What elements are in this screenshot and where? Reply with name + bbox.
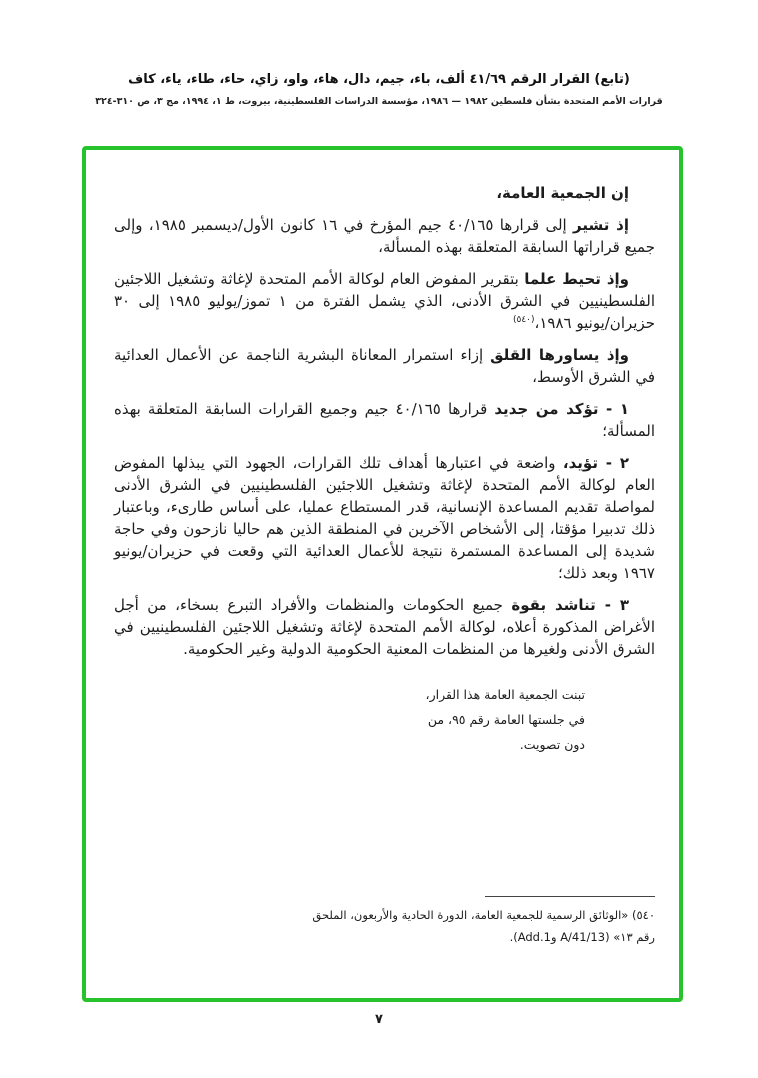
footnote-ref: (٥٤٠) [512,315,535,325]
paragraph-lead: ٣ - تناشد بقوة [511,596,630,614]
header-source-citation: قرارات الأمم المتحدة بشأن فلسطين ١٩٨٢ — ١٩٨٦، مؤسسة الدراسات الفلسطينية، بيروت، ط ١، ١٩٩٤، مج ٣، ص ٣١٠-٣٢٤ [95,96,663,107]
footnote-area [114,896,655,948]
footnote-line: رقم ١٣» (A/41/13 وAdd.1). [509,930,655,944]
footnote-line: ٥٤٠) «الوثائق الرسمية للجمعية العامة، الدورة الحادية والأربعون، الملحق [312,908,655,922]
resolution-body [86,150,679,998]
paragraph-lead: ١ - تؤكد من جديد [494,400,629,418]
paragraph-text: إزاء استمرار المعاناة البشرية الناجمة عن الأعمال العدائية في الشرق الأوسط، [114,346,655,386]
paragraph-text: جميع الحكومات والمنظمات والأفراد التبرع بسخاء، من أجل الأغراض المذكورة أعلاه، لوكالة الأمم المتحدة لإغاثة وتشغيل اللاجئين الفلسطينيين في الشرق الأدنى ولغيرها من المنظمات المعنية الحكومية الدولية وغير الحكومية. [114,596,655,658]
adoption-note-line: دون تصويت. [519,737,585,752]
highlight-box [82,146,683,1002]
footnote-separator [485,896,655,897]
paragraph-text: بتقرير المفوض العام لوكالة الأمم المتحدة لإغاثة وتشغيل اللاجئين الفلسطينيين في الشرق الأدنى، الذي يشمل الفترة من ١ تموز/يوليو ١٩٨٥ إلى ٣٠ حزيران/يونيو ١٩٨٦، [114,270,655,332]
paragraph-text: قرارها ٤٠/١٦٥ جيم وجميع القرارات السابقة المتعلقة بهذه المسألة؛ [114,400,655,440]
header-title: (تابع) القرار الرقم ٤١/٦٩ ألف، باء، جيم، دال، هاء، واو، زاي، حاء، طاء، ياء، كاف [128,72,630,87]
paragraph-recalling [114,214,655,258]
adoption-note-line: تبنت الجمعية العامة هذا القرار، [425,687,585,702]
paragraph-text: إلى قرارها ٤٠/١٦٥ جيم المؤرخ في ١٦ كانون الأول/ديسمبر ١٩٨٥، وإلى جميع قراراتها السابقة المتعلقة بهذه المسألة، [114,216,655,256]
paragraph-operative-3 [114,594,655,660]
paragraph-lead: إن الجمعية العامة، [496,184,629,202]
page-header [0,72,758,107]
paragraph-operative-1 [114,398,655,442]
paragraph-lead: وإذ تحيط علما [524,270,630,288]
adoption-note-line: في جلستها العامة رقم ٩٥، من [427,712,585,727]
paragraph-lead: ٢ - تؤيد، [562,454,629,472]
paragraph-taking-note [114,268,655,334]
paragraph-preamble-opening [114,182,655,204]
paragraph-lead: وإذ يساورها القلق [490,346,630,364]
adoption-note [114,682,585,757]
paragraph-operative-2 [114,452,655,584]
page-number: ٧ [375,1012,383,1027]
paragraph-lead: إذ تشير [573,216,629,234]
paragraph-text: واضعة في اعتبارها أهداف تلك القرارات، الجهود التي يبذلها المفوض العام لوكالة الأمم المتحدة لإغاثة وتشغيل اللاجئين الفلسطينيين في الشرق الأدنى لمواصلة تقديم المساعدة الإنسانية، قدر المستطاع عمليا، على أساس طارىء، وباعتبار ذلك تدبيرا مؤقتا، إلى الأشخاص الآخرين في المنطقة الذين هم حاليا نازحون وفي حاجة شديدة إلى المساعدة المستمرة نتيجة للأعمال العدائية التي وقعت في حزيران/يونيو ١٩٦٧ وبعد ذلك؛ [114,454,655,582]
paragraph-concerned [114,344,655,388]
